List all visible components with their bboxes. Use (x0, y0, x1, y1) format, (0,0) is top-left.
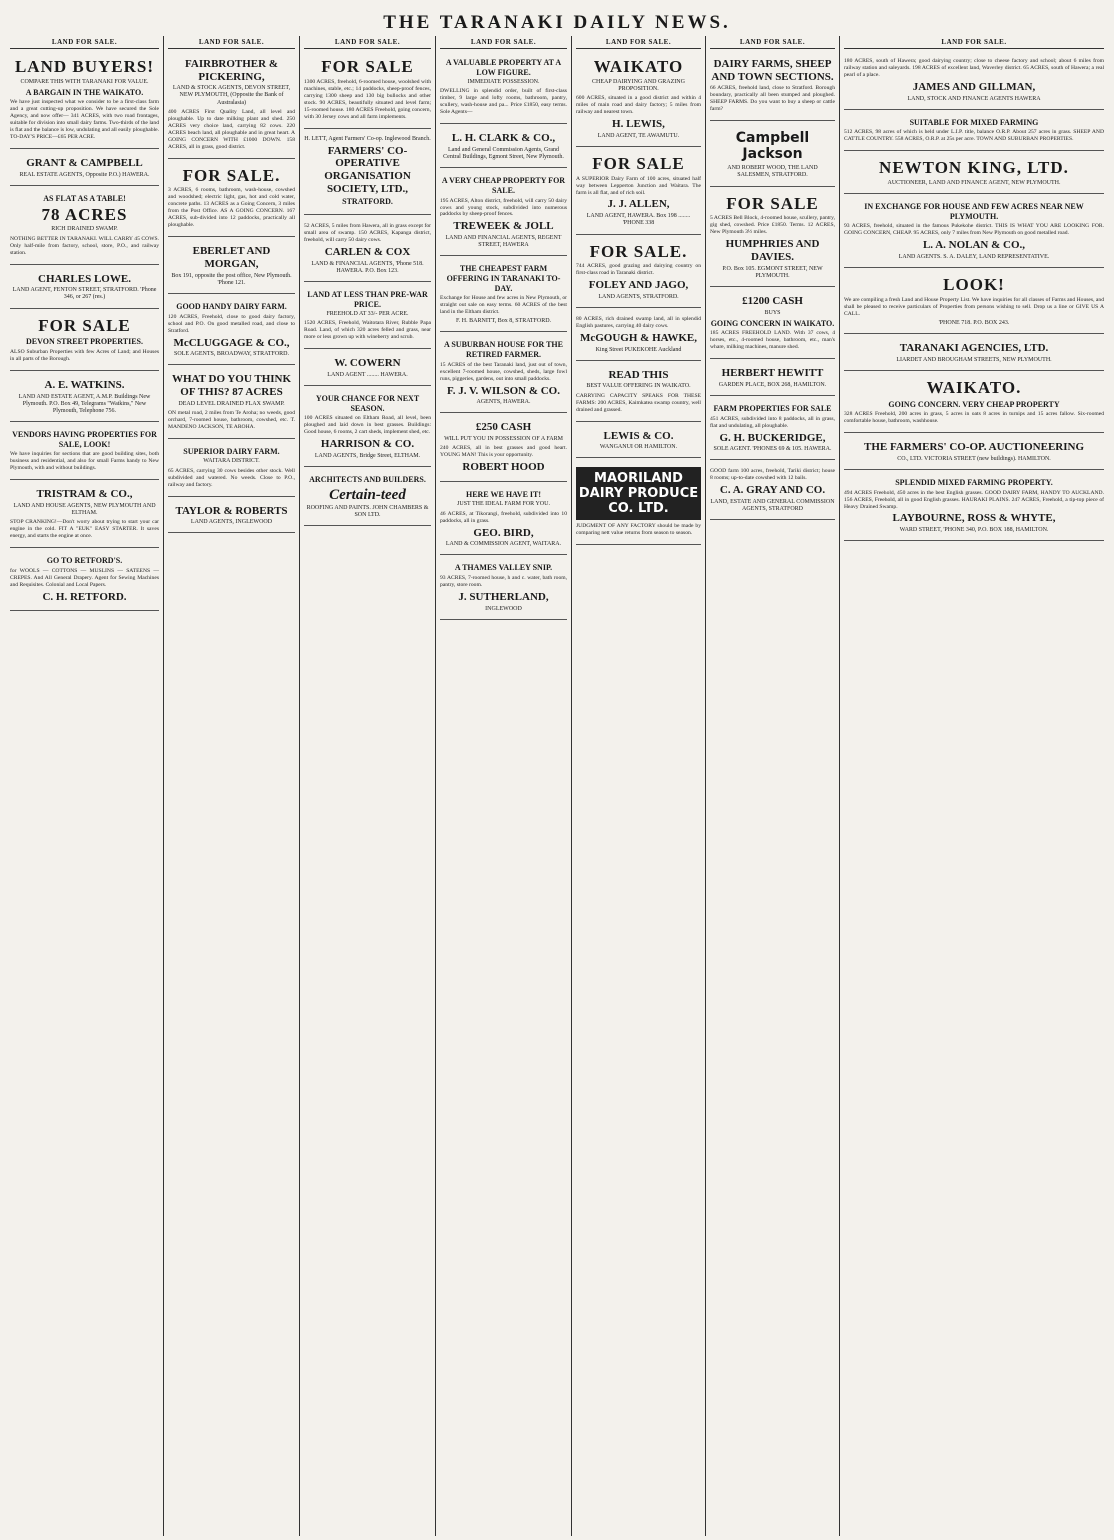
ad-sub: AUCTIONEER, LAND AND FINANCE AGENT, NEW PLYMOUTH. (887, 180, 1061, 187)
ad-h2: J. SUTHERLAND, (458, 590, 549, 603)
newspaper-title: THE TARANAKI DAILY NEWS. (383, 12, 731, 33)
advertisement (844, 154, 1104, 194)
ad-sub: WANGANUI OR HAMILTON. (599, 444, 678, 451)
ad-sub: COMPARE THIS WITH TARANAKI FOR VALUE. (20, 78, 149, 85)
advertisement (844, 473, 1104, 541)
ad-h2: READ THIS (608, 368, 669, 381)
ad-h3: FARM PROPERTIES FOR SALE (713, 404, 832, 414)
ad-sub: King Street PUKEKOHE Auckland (595, 346, 682, 353)
ad-h3: DEVON STREET PROPERTIES. (26, 337, 143, 347)
advertisement (10, 551, 159, 611)
ad-txt: 185 ACRES FREEHOLD LAND. With 37 cows, 4 horses, etc., 4-roomed house, bathroom, etc., man's whare, milking machines, manure shed. (710, 330, 835, 351)
ad-txt: 195 ACRES, Alton district, freehold, will carry 50 dairy cows and young stock, subdivided into numerous paddocks by sheep-proof fences. (440, 197, 567, 218)
ad-sub: WILL PUT YOU IN POSSESSION OF A FARM (444, 436, 563, 443)
ad-h2: DAIRY FARMS, SHEEP AND TOWN SECTIONS. (711, 58, 834, 83)
advertisement (168, 500, 295, 534)
advertisement (304, 285, 431, 349)
ad-txt: ALSO Suburban Properties with few Acres of Land; and Houses in all parts of the Borough. (10, 348, 159, 362)
ad-sub: LIARDET AND BROUGHAM STREETS, NEW PLYMOUTH. (896, 356, 1052, 363)
ad-txt: 240 ACRES, all in best grasses and good heart. YOUNG MAN! This is your opportunity. (440, 445, 567, 459)
advertisement (168, 368, 295, 438)
advertisement (710, 362, 835, 396)
ad-h1: LOOK! (943, 275, 1005, 295)
advertisement (10, 374, 159, 422)
ad-h3: AS FLAT AS A TABLE! (43, 194, 126, 204)
ad-h2: A. E. WATKINS. (44, 378, 125, 391)
ad-h2: F. J. V. WILSON & CO. (447, 384, 560, 397)
ad-h2: GRANT & CAMPBELL (26, 157, 143, 170)
advertisement (440, 485, 567, 556)
ad-h2: £250 CASH (475, 421, 532, 434)
ad-h3: YOUR CHANCE FOR NEXT SEASON. (315, 394, 420, 413)
advertisement (440, 558, 567, 619)
ad-h2: HARRISON & CO. (320, 438, 415, 451)
ad-h3: THE CHEAPEST FARM OFFERING IN TARANAKI TO-DAY. (446, 264, 561, 293)
advertisement (168, 240, 295, 294)
ad-txt: 120 ACRES, Freehold, close to good dairy factory, school and P.O. On good metalled road, and close to Stratford. (168, 313, 295, 334)
ad-h2: McCLUGGAGE & CO., (173, 336, 290, 349)
ad-sub: LAND, STOCK AND FINANCE AGENTS HAWERA (907, 95, 1041, 102)
ad-txt: 3 ACRES, 6 rooms, bathroom, wash-house, cowshed and woodshed; electric light, gas, hot and cold water, concrete paths. 13 ACRES as a Going Concern, 3 miles from the Post Office. AS A GOING CONCERN. 167 ACRES, sub-divided into 12 paddocks, practically all ploughable. (168, 187, 295, 229)
masthead (0, 0, 1114, 34)
ad-h3: IN EXCHANGE FOR HOUSE AND FEW ACRES NEAR NEW PLYMOUTH. (864, 202, 1084, 221)
ad-blk: MAORILAND DAIRY PRODUCE CO. LTD. (576, 467, 701, 520)
ad-h3: GOING CONCERN. VERY CHEAP PROPERTY (888, 399, 1060, 409)
ad-h3: STRATFORD. (342, 197, 393, 207)
ad-h2: GEO. BIRD, (473, 526, 534, 539)
advertisement (440, 53, 567, 124)
ad-sub: GARDEN PLACE, BOX 268, HAMILTON. (718, 381, 827, 388)
ad-sub: LAND AND FINANCIAL AGENTS, REGENT STREET, HAWERA (445, 235, 562, 249)
ad-h2: THE FARMERS' CO-OP. AUCTIONEERING (863, 441, 1085, 454)
ad-txt: 494 ACRES Freehold, 450 acres in the best English grasses. GOOD DAIRY FARM, HANDY TO AUCKLAND. 156 ACRES, Freehold, all in good English grasses. HAURAKI PLAINS. 247 ACRES, Freehold, a tip-top piece of Heavy Drained Swamp. (844, 489, 1104, 510)
ad-h2: FAIRBROTHER & PICKERING, (185, 58, 278, 83)
ad-txt: 100 ACRES situated on Eltham Road, all level, been ploughed and laid down in best grasses. Buildings: Good house, 6 rooms, 2 cart sheds, implement shed, etc. (304, 415, 431, 436)
ad-h2: L. H. CLARK & CO., (451, 132, 556, 145)
ad-h3: GO TO RETFORD'S. (46, 556, 123, 566)
advertisement (576, 150, 701, 235)
ad-h3: SUPERIOR DAIRY FARM. (183, 446, 280, 456)
column-header: LAND FOR SALE. (304, 36, 431, 49)
ad-txt: ON metal road, 2 miles from Te Aroha; no weeds, good orchard, 7-roomed house, bathroom, cowshed, etc. T. MANDENO JACKSON, TE AROHA. (168, 409, 295, 430)
ad-sub: LAND, ESTATE AND GENERAL COMMISSION AGENTS, STRATFORD (710, 499, 835, 513)
advertisement (844, 374, 1104, 433)
ad-h2: FARMERS' CO-OPERATIVE ORGANISATION SOCIETY, LTD., (324, 144, 411, 195)
ad-h1: FOR SALE. (182, 165, 281, 185)
ad-h3: A SUBURBAN HOUSE FOR THE RETIRED FARMER. (444, 340, 563, 359)
ad-sub: 'PHONE 718. P.O. BOX 243. (938, 319, 1010, 326)
ad-txt: 93 ACRES, freehold, situated in the famous Pukekohe district. THIS IS WHAT YOU ARE LOOKING FOR. GOING CONCERN, CHEAP. 95 ACRES, only 7 miles from New Plymouth on good metalled road. (844, 223, 1104, 237)
advertisement (10, 312, 159, 371)
advertisement (304, 470, 431, 526)
ad-h2: LAYBOURNE, ROSS & WHYTE, (892, 512, 1056, 525)
advertisement (844, 271, 1104, 334)
ad-h2: HUMPHRIES AND DAVIES. (725, 238, 820, 263)
page-columns (6, 36, 1108, 1536)
column-header: LAND FOR SALE. (168, 36, 295, 49)
advertisement (576, 53, 701, 147)
ad-txt: NOTHING BETTER IN TARANAKI. WILL CARRY 45 COWS. Only half-mile from factory, school, store, P.O., and railway station. (10, 235, 159, 256)
ad-h1: NEWTON KING, LTD. (879, 158, 1069, 178)
ad-txt: A SUPERIOR Dairy Farm of 100 acres, situated half way between Lepperton Junction and Waitara. The farm is all flat, and of rich soil. (576, 175, 701, 196)
ad-sub: REAL ESTATE AGENTS, Opposite P.O.) HAWERA. (19, 172, 150, 179)
ad-txt: 65 ACRES, carrying 30 cows besides other stock. Well subdivided and watered. No weeds. Close to P.O., railway and factory. (168, 467, 295, 488)
ad-h3: A THAMES VALLEY SNIP. (454, 563, 553, 573)
advertisement (304, 53, 431, 129)
column-6 (706, 36, 840, 1536)
ad-txt: STOP CRANKING!—Don't worry about trying to start your car engine in the cold. FIT A "EUK" EASY STARTER. It saves energy, and starts the engine at once. (10, 519, 159, 540)
ad-txt: CARRYING CAPACITY SPEAKS FOR THESE FARMS: 200 ACRES, Kaimkatea swamp country, well drained and grassed. (576, 392, 701, 413)
ad-txt: Exchange for House and few acres in New Plymouth, or straight out sale on easy terms. 60 ACRES of the best land in the Eltham district. (440, 295, 567, 316)
advertisement (304, 132, 431, 215)
ad-sub: INGLEWOOD (485, 605, 522, 612)
ad-h3: GOOD HANDY DAIRY FARM. (176, 302, 287, 311)
advertisement (168, 53, 295, 159)
ad-h2: McGOUGH & HAWKE, (579, 331, 698, 344)
ad-h3: A BARGAIN IN THE WAIKATO. (25, 87, 144, 97)
ad-txt: We have inquiries for sections that are good building sites, both business and residential, and also for small Farms handy to New Plymouth, with and without buildings. (10, 451, 159, 472)
ad-txt: GOOD farm 100 acres, freehold, Tariki district; house 8 rooms; up-to-date cowshed with 12 bails. (710, 468, 835, 482)
advertisement (576, 364, 701, 422)
ad-h2: TREWEEK & JOLL (453, 220, 554, 233)
advertisement (304, 352, 431, 386)
ad-txt: 93 ACRES, 7-roomed house, h and c. water, bath room, pantry, store room. (440, 574, 567, 588)
advertisement (576, 311, 701, 361)
advertisement (168, 297, 295, 365)
column-header: LAND FOR SALE. (710, 36, 835, 49)
advertisement (440, 127, 567, 168)
ad-h2b: ROBERT HOOD (462, 461, 545, 474)
ad-sub: LAND AND HOUSE AGENTS, NEW PLYMOUTH AND ELTHAM. (13, 502, 156, 517)
ad-h3: VENDORS HAVING PROPERTIES FOR SALE, LOOK! (12, 430, 157, 449)
column-header: LAND FOR SALE. (576, 36, 701, 49)
ad-sub: SOLE AGENTS, BROADWAY, STRATFORD. (173, 351, 290, 358)
ad-txt: 52 ACRES, 5 miles from Hawera, all in grass except for small area of swamp. 150 ACRES, Kapanga district, freehold, will carry 50 dairy cows. (304, 222, 431, 243)
ad-h1: FOR SALE (321, 57, 414, 76)
ad-h3: GOING CONCERN IN WAIKATO. (710, 318, 835, 328)
ad-sub2: LAND & COMMISSION AGENT, WAITARA. (445, 541, 562, 548)
ad-h1: LAND BUYERS! (14, 57, 155, 76)
ad-h2: CHARLES LOWE. (38, 272, 131, 285)
ad-sub: WAITARA DISTRICT. (203, 458, 260, 465)
ad-sub: ROOFING AND PAINTS. JOHN CHAMBERS & SON LTD. (306, 504, 429, 518)
ad-sub: BUYS (764, 309, 781, 316)
ad-sub: LAND AGENTS, STRATFORD. (598, 293, 679, 300)
ad-sub: WARD STREET, 'PHONE 340, P.O. BOX 188, HAMILTON. (899, 527, 1049, 534)
advertisement (710, 399, 835, 460)
column-4 (436, 36, 572, 1536)
ad-sub: LAND AGENTS. S. A. DALEY, LAND REPRESENTATIVE. (898, 254, 1050, 261)
advertisement (10, 483, 159, 548)
advertisement (10, 425, 159, 480)
column-1 (6, 36, 164, 1536)
ad-sub: CO., LTD. VICTORIA STREET (new buildings). HAMILTON. (897, 455, 1051, 462)
ad-sub: LAND & STOCK AGENTS, DEVON STREET, NEW PLYMOUTH, (Opposite the Bank of Australasia) (172, 85, 291, 106)
ad-h1: 78 ACRES (41, 204, 128, 224)
ad-sub: LAND & FINANCIAL AGENTS, 'Phone 518. HAWERA. P.O. Box 123. (311, 260, 424, 274)
column-header: LAND FOR SALE. (10, 36, 159, 49)
ad-h3: A VALUABLE PROPERTY AT A LOW FIGURE. (445, 58, 562, 77)
ad-txt: 5 ACRES Bell Block, 4-roomed house, scullery, pantry, gig shed, cowshed. Price £1850. Terms. 12 ACRES, New Plymouth 3½ miles. (710, 215, 835, 236)
advertisement (440, 416, 567, 481)
ad-sub: Land and General Commission Agents, Grand Central Buildings, Egmont Street, New Plymouth. (443, 146, 564, 161)
ad-h2: CARLEN & COX (324, 245, 411, 258)
ad-h2: J. J. ALLEN, (607, 198, 670, 211)
advertisement (10, 268, 159, 309)
ad-txt: 80 ACRES, rich drained swamp land, all in splendid English pastures, carrying 40 dairy cows. (576, 315, 701, 329)
ad-h2: G. H. BUCKERIDGE, (719, 431, 826, 444)
advertisement (168, 162, 295, 238)
advertisement (576, 461, 701, 545)
ad-h3: HERE WE HAVE IT! (465, 489, 542, 499)
advertisement (440, 335, 567, 413)
advertisement (440, 171, 567, 256)
ad-sub: Box 191, opposite the post office, New Plymouth. 'Phone 121. (171, 272, 292, 286)
advertisement (168, 442, 295, 497)
ad-logo: Campbell Jackson (735, 130, 810, 163)
ad-txt: for WOOLS — COTTONS — MUSLINS — SATEENS — CREPES. And All General Drapery. Agent for Sewing Machines and Requisites. Colonial and Local Papers. (10, 567, 159, 588)
column-3 (300, 36, 436, 1536)
advertisement (710, 463, 835, 520)
ad-h1: FOR SALE (726, 193, 819, 213)
ad-h1: FOR SALE (592, 153, 685, 173)
ad-sub: H. LETT, Agent Farmers' Co-op. Inglewood Branch. (304, 135, 431, 142)
advertisement (576, 238, 701, 308)
advertisement (576, 425, 701, 459)
ad-txt: 744 ACRES, good grazing and dairying country on first-class road in Taranaki district. (576, 263, 701, 277)
ad-h2: WHAT DO YOU THINK OF THIS? 87 ACRES (171, 373, 292, 399)
ad-h2: TRISTRAM & CO., (36, 488, 133, 501)
ad-sub: LAND AGENTS, Bridge Street, ELTHAM. (314, 452, 421, 459)
ad-h2: C. H. RETFORD. (42, 590, 127, 603)
ad-txt: 180 ACRES, south of Hawera; good dairying country; close to cheese factory and school; about 6 miles from railway station and saleyards. 198 ACRES of excellent land, Waverley district. 65 ACRES, south of Hawera; a real pearl of a place. (844, 58, 1104, 78)
ad-sub2: SOLE AGENT. 'PHONES 69 & 105. HAWERA. (713, 446, 832, 453)
ad-txt: 1300 ACRES, freehold, 6-roomed house, woolshed with machines, stable, etc.; 14 paddocks, sheep-proof fences, carrying 1300 sheep and 130 big bullocks and other stock. 90 ACRES, beautifully situated and level farm; 15-roomed house. 180 ACRES Freehold, going concern, with 30 Jersey cows and all farm implements. (304, 78, 431, 120)
ad-sub: AND ROBERT WOOD, THE LAND SALESMEN, STRATFORD. (727, 165, 818, 179)
ad-sub: DEAD LEVEL DRAINED FLAX SWAMP. (178, 400, 285, 407)
ad-sub: AGENTS, HAWERA. (476, 399, 531, 406)
advertisement (710, 290, 835, 359)
ad-sub: LAND AGENT, FENTON STREET, STRATFORD. 'Phone 346, or 267 (res.) (12, 287, 157, 301)
ad-sub: LAND AGENT, HAWERA. Box 198 ........ 'PHONE 338 (586, 213, 691, 227)
ad-h3: A VERY CHEAP PROPERTY FOR SALE. (441, 176, 566, 195)
ad-sub: IMMEDIATE POSSESSION. (467, 79, 540, 86)
ad-sub: P.O. Box 105. EGMONT STREET, NEW PLYMOUTH. (722, 265, 823, 279)
ad-sub: CHEAP DAIRYING AND GRAZING PROPOSITION. (592, 78, 685, 92)
ad-h2: FOLEY AND JAGO, (588, 279, 689, 292)
ad-txt: We have just inspected what we consider to be a first-class farm and a great cutting-up proposition. We have secured the Sole Agency, and now offer— 341 ACRES, with two road frontages, suitable for division into small dairy farms. Two-thirds of the land is flat and the balance is low, undulating and all easily ploughable. TO-DAY'S PRICE—£65 PER ACRE. (10, 99, 159, 141)
ad-h2: C. A. GRAY AND CO. (719, 484, 826, 497)
advertisement (710, 124, 835, 186)
ad-sub2: LAND AGENT, TE AWAMUTU. (597, 132, 680, 139)
ad-h2: W. COWERN (334, 357, 401, 370)
advertisement (844, 197, 1104, 268)
column-7 (840, 36, 1108, 1536)
ad-h1: FOR SALE (38, 315, 131, 335)
ad-h2: £1200 CASH (742, 294, 803, 307)
ad-h3: LAND AT LESS THAN PRE-WAR PRICE. (307, 289, 428, 309)
advertisement (440, 259, 567, 332)
advertisement (844, 337, 1104, 371)
ad-h3: SUITABLE FOR MIXED FARMING (909, 117, 1039, 127)
ad-h2: HERBERT HEWITT (721, 367, 824, 380)
advertisement (10, 152, 159, 186)
ad-h2: L. A. NOLAN & CO., (922, 239, 1026, 252)
column-2 (164, 36, 300, 1536)
ad-h1: WAIKATO (593, 57, 684, 76)
ad-txt: 600 ACRES, situated in a good district and within 4 miles of main road and dairy factory; 5 miles from railway and nearest town. (576, 95, 701, 116)
advertisement (304, 218, 431, 282)
ad-txt: 400 ACRES First Quality Land, all level and ploughable. Up to date milking plant and shed. 250 ACRES very choice land, carrying 82 cows. 220 ACRES beach land, all ploughable and in great heart. A GOING CONCERN WITH £1000 DOWN. 158 ACRES, all in grass, good district. (168, 108, 295, 150)
ad-sub: LAND AGENTS, INGLEWOOD (190, 519, 273, 526)
ad-h1: WAIKATO. (926, 377, 1022, 397)
ad-sub: RICH DRAINED SWAMP. (51, 226, 118, 233)
advertisement (10, 189, 159, 264)
column-5 (572, 36, 706, 1536)
ad-sub: LAND AGENT ........ HAWERA. (327, 371, 408, 378)
column-header: LAND FOR SALE. (844, 36, 1104, 49)
ad-txt: 328 ACRES Freehold, 200 acres in grass, 5 acres in oats 8 acres in turnips and 15 acres fallow. Six-roomed comfortable house, bathroom, washhouse. (844, 411, 1104, 425)
ad-h1: FOR SALE. (589, 241, 688, 261)
ad-h2: EBERLET AND MORGAN, (192, 245, 271, 270)
ad-h2: JAMES AND GILLMAN, (912, 80, 1036, 93)
ad-txt: 512 ACRES, 98 acres of which is held under L.I.P. title, balance O.R.P. About 257 acres in grass. SHEEP AND CATTLE COUNTRY. 558 ACRES, O.R.P. at 25s per acre. TOWN AND SUBURBAN PROPERTIES. (844, 129, 1104, 143)
column-header: LAND FOR SALE. (440, 36, 567, 49)
advertisement (710, 53, 835, 121)
ad-script: Certain-teed (329, 486, 406, 503)
ad-h2: LEWIS & CO. (603, 429, 674, 442)
ad-txt: 1520 ACRES, Freehold, Waitotara River, Rubble Papa Road. Land, of which 320 acres felled and grass, near more or less grown up with wineberry and scrub. (304, 320, 431, 341)
advertisement (844, 53, 1104, 110)
advertisement (710, 190, 835, 287)
ad-txt: We are compiling a fresh Land and House Property List. We have inquiries for all classes of Farms and Houses, and shall be pleased to receive particulars of Properties from persons wishing to sell. Drop us a line or GIVE US A CALL. (844, 296, 1104, 317)
ad-txt: DWELLING in splendid order, built of first-class timber, 9 large and lofty rooms, bathroom, pantry, scullery, wash-house and pa... Price £1850, easy terms. Sole Agents— (440, 88, 567, 116)
ad-h2: H. LEWIS, (612, 118, 665, 131)
ad-h3: SPLENDID MIXED FARMING PROPERTY. (895, 477, 1053, 487)
advertisement (844, 436, 1104, 470)
ad-txt: 451 ACRES, subdivided into 8 paddocks, all in grass, flat and undulating, all ploughable. (710, 415, 835, 429)
ad-txt: 46 ACRES, at Tikorangi, freehold, subdivided into 10 paddocks, all in grass. (440, 510, 567, 524)
ad-h2: TARANAKI AGENCIES, LTD. (899, 342, 1049, 355)
advertisement (304, 389, 431, 467)
ad-sub: LAND AND ESTATE AGENT, A.M.P. Buildings New Plymouth. P.O. Box 49, Telegrams "Watkins," New Plymouth, Telephone 756. (18, 393, 151, 414)
ad-h2: TAYLOR & ROBERTS (175, 504, 288, 517)
ad-h3: ARCHITECTS AND BUILDERS. (309, 475, 426, 485)
ad-txt: 66 ACRES, freehold land, close to Stratford. Borough boundary, practically all been stumped and ploughed. SHEEP FARMS. Do you want to buy a sheep or cattle farm? (710, 85, 835, 113)
ad-txt: JUDGMENT OF ANY FACTORY should be made by comparing nett value returns from season to season. (576, 523, 701, 537)
ad-sub: F. H. BARNITT, Box 8, STRATFORD. (455, 318, 552, 325)
ad-sub: BEST VALUE OFFERING IN WAIKATO. (586, 383, 691, 390)
ad-sub: FREEHOLD AT 33/- PER ACRE. (326, 311, 409, 318)
ad-sub: JUST THE IDEAL FARM FOR YOU. (457, 501, 550, 508)
ad-txt: 15 ACRES of the best Taranaki land, just out of town, excellent 7-roomed house, cowshed, sheds, large fowl runs, piggeries, gardens, out into small paddocks. (440, 361, 567, 382)
advertisement (10, 53, 159, 149)
advertisement (844, 113, 1104, 152)
